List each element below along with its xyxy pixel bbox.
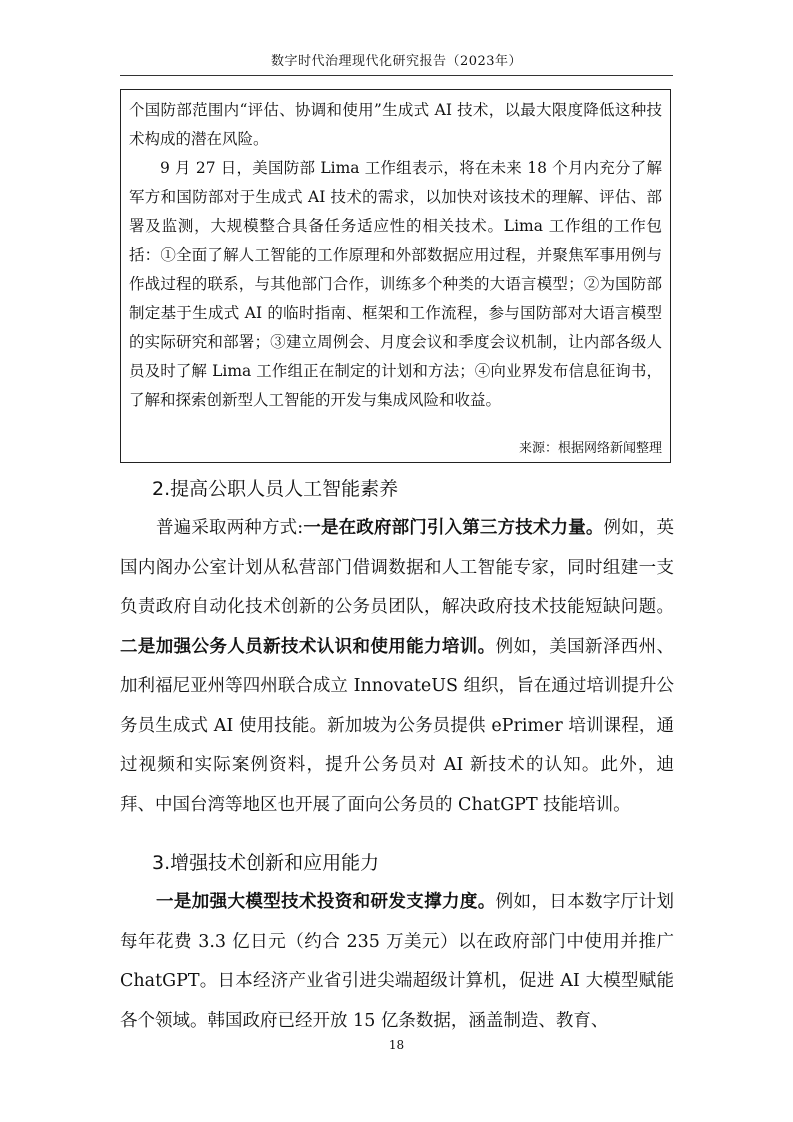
- section-3-paragraph: [120, 883, 674, 1041]
- running-header: 数字时代治理现代化研究报告（2023年）: [270, 54, 523, 69]
- page-number: 18: [388, 1038, 405, 1052]
- body-text-3: 例如，日本数字厅计划每年花费 3.3 亿日元（约合 235 万美元）以在政府部门中使用并推广 ChatGPT。日本经济产业省引进尖端超级计算机，促进 AI 大模型赋能各个领域。韩国政府已经开放 15 亿条数据，涵盖制造、教育、: [120, 892, 674, 1031]
- body-text-2: 例如，美国新泽西州、加利福尼亚州等四州联合成立 InnovateUS 组织，旨在通过培训提升公务员生成式 AI 使用技能。新加坡为公务员提供 ePrimer 培训课程，通过视频和实际案例资料，提升公务员对 AI 新技术的认知。此外，迪拜、中国台湾等地区也开展了面向公务员的 ChatGPT 技能培训。: [120, 636, 675, 815]
- section-heading-2: 2.提高公职人员人工智能素养: [152, 478, 399, 500]
- header-rule: [120, 75, 673, 76]
- bold-point-3: 一是加强大模型技术投资和研发支撑力度。: [156, 892, 496, 912]
- section-3-body: [120, 883, 674, 1041]
- body-text-1: 例如，英国内阁办公室计划从私营部门借调数据和人工智能专家，同时组建一支负责政府自动化技术创新的公务员团队，解决政府技术技能短缺问题。: [120, 518, 675, 617]
- bold-point-1: 一是在政府部门引入第三方技术力量。: [303, 518, 604, 538]
- section-heading-3: 3.增强技术创新和应用能力: [152, 852, 380, 874]
- box-source: 来源：根据网络新闻整理: [518, 441, 662, 456]
- bold-point-2: 二是加强公务人员新技术认识和使用能力培训。: [120, 636, 496, 657]
- section-2-body: [120, 509, 674, 825]
- section-2-paragraph: [120, 509, 674, 825]
- box-paragraph-1: 个国防部范围内“评估、协调和使用”生成式 AI 技术，以最大限度降低这种技术构成的潜在风险。: [129, 101, 662, 148]
- box-paragraph-2: 9 月 27 日，美国防部 Lima 工作组表示，将在未来 18 个月内充分了解军方和国防部对于生成式 AI 技术的需求，以加快对该技术的理解、评估、部署及监测，大规模整合具备任务适应性的相关技术。Lima 工作组的工作包括：①全面了解人工智能的工作原理和外部数据应用过程，并聚焦军事用例与作战过程的联系，与其他部门合作，训练多个种类的大语言模型；②为国防部制定基于生成式 AI 的临时指南、框架和工作流程，参与国防部对大语言模型的实际研究和部署；③建立周例会、月度会议和季度会议机制，让内部各级人员及时了解 Lima 工作组正在制定的计划和方法；④向业界发布信息征询书，了解和探索创新型人工智能的开发与集成风险和收益。: [129, 159, 662, 409]
- lead-text: 普遍采取两种方式:: [156, 518, 304, 538]
- case-box: [120, 89, 671, 463]
